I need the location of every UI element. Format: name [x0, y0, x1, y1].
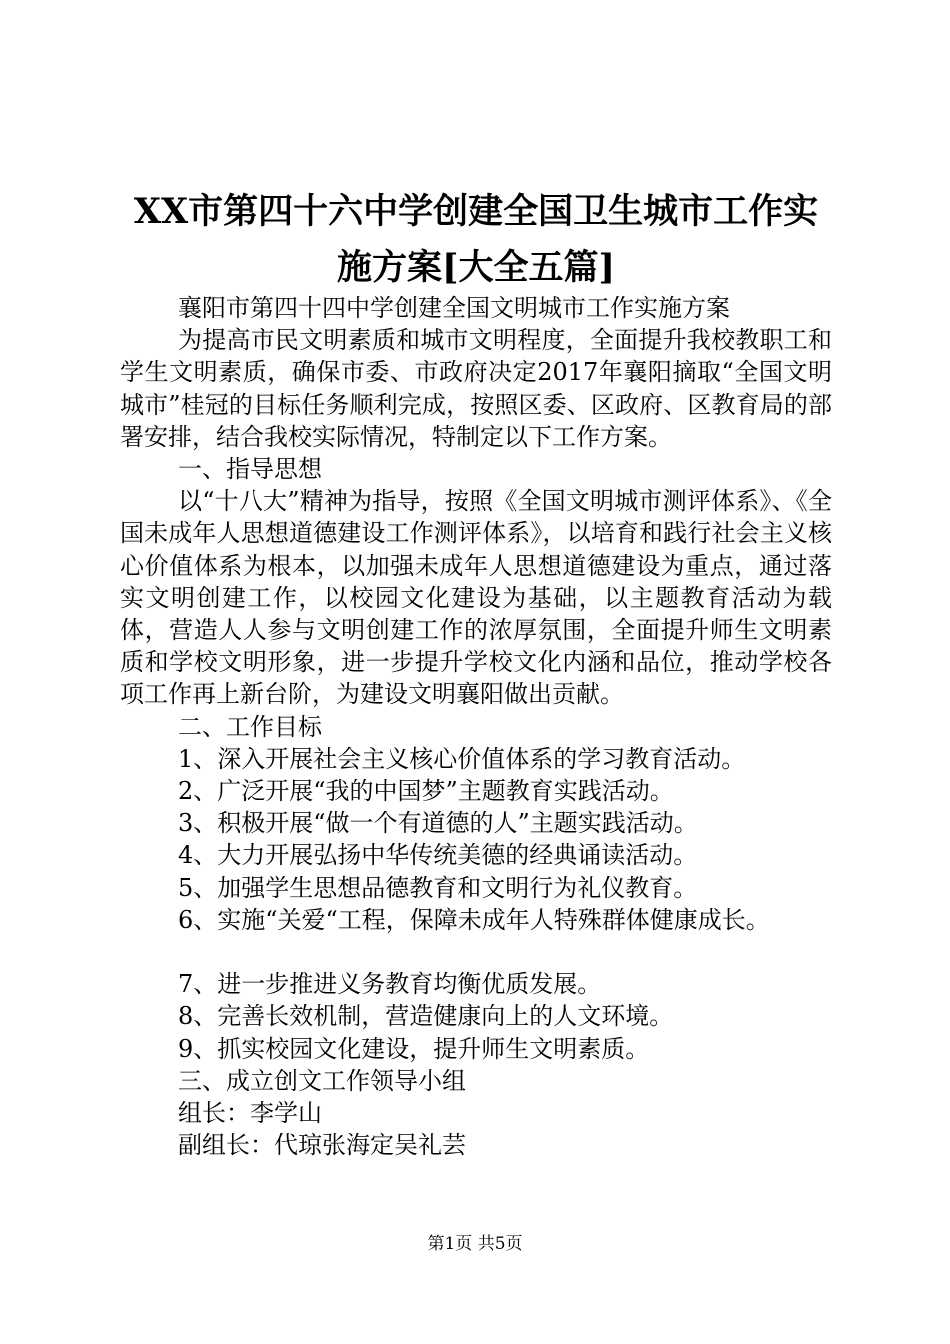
goal-item: 7、进一步推进义务教育均衡优质发展。 [178, 970, 602, 999]
group-leader: 组长：李学山 [178, 1099, 322, 1128]
goal-item: 4、大力开展弘扬中华传统美德的经典诵读活动。 [178, 841, 698, 870]
goal-item: 3、积极开展“做一个有道德的人”主题实践活动。 [178, 809, 698, 838]
goal-item: 6、实施“关爱“工程，保障未成年人特殊群体健康成长。 [178, 905, 770, 934]
goal-item: 1、深入开展社会主义核心价值体系的学习教育活动。 [178, 744, 746, 773]
document-body [120, 292, 832, 1161]
document-subtitle: 襄阳市第四十四中学创建全国文明城市工作实施方案 [178, 294, 730, 322]
section-1-paragraph: 以“十八大”精神为指导，按照《全国文明城市测评体系》、《全国未成年人思想道德建设工作测评体系》，以培育和践行社会主义核心价值体系为根本，以加强未成年人思想道德建设为重点，通过落实文明创建工作，以校园文化建设为基础，以主题教育活动为载体，营造人人参与文明创建工作的浓厚氛围，全面提升师生文明素质和学校文明形象，进一步提升学校文化内涵和品位，推动学校各项工作再上新台阶，为建设文明襄阳做出贡献。 [120, 487, 832, 709]
blank-line [120, 936, 832, 968]
page-number-footer: 第1页 共5页 [427, 1234, 523, 1254]
goal-item: 9、抓实校园文化建设，提升师生文明素质。 [178, 1034, 650, 1063]
group-deputy-leaders: 副组长：代琼张海定吴礼芸 [178, 1131, 466, 1160]
section-2-heading: 二、工作目标 [178, 712, 322, 741]
goal-item: 2、广泛开展“我的中国梦”主题教育实践活动。 [178, 777, 674, 806]
section-1-heading: 一、指导思想 [178, 455, 322, 484]
goal-item: 5、加强学生思想品德教育和文明行为礼仪教育。 [178, 873, 698, 902]
section-3-heading: 三、成立创文工作领导小组 [178, 1066, 466, 1095]
document-title-line-1: XX市第四十六中学创建全国卫生城市工作实 [133, 191, 819, 232]
goal-item: 8、完善长效机制，营造健康向上的人文环境。 [178, 1002, 674, 1031]
document-title-line-2: 施方案[大全五篇] [336, 247, 616, 288]
intro-paragraph: 为提高市民文明素质和城市文明程度，全面提升我校教职工和学生文明素质，确保市委、市政府决定2017年襄阳摘取“全国文明城市”桂冠的目标任务顺利完成，按照区委、区政府、区教育局的部署安排，结合我校实际情况，特制定以下工作方案。 [120, 326, 832, 451]
